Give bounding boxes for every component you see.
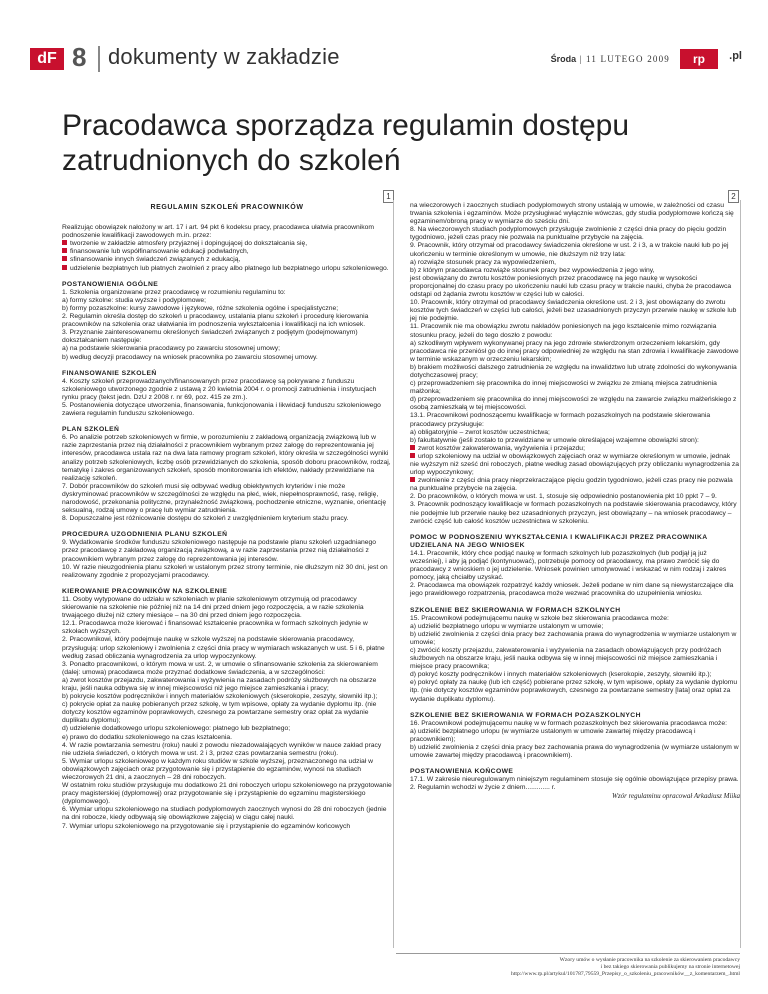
paragraph: b) pokrycie kosztów podręczników i innych materiałów szkoleniowych (skserokopie, zeszyty, słowniki itp.); [62,693,378,701]
section-title: dokumenty w zakładzie [108,44,340,69]
paragraph: 3. Pracownik podnoszący kwalifikacje w formach pozaszkolnych na podstawie skierowania pracodawcy, który nie podejmie lub przerwie naukę bez uzasadnionych przyczyn, jest obowiązany – na wniosek pracodawcy – zwrócić część lub całość kosztów uczestnictwa w szkoleniu. [410,501,737,525]
paragraph: Realizując obowiązek nałożony w art. 17 i art. 94 pkt 6 kodeksu pracy, pracodawca ułatwia pracownikom podnoszenie kwalifikacji zawodowych m.in. przez: [62,224,375,240]
paragraph: 6. Po analizie potrzeb szkoleniowych w firmie, w porozumieniu z zakładową organizacją związkową lub w razie zaprzestania przez nią działalności z pracownikiem wybranym przez załogę do reprezentowania jej interesów, pracodawca ustala raz na dwa lata ramowy program szkoleń, który określa w szczególności wyniki analizy potrzeb szkoleniowych, liczbę osób przewidzianych do szkolenia, sposób doboru pracowników, rodzaj, tematykę i zakres organizowanych szkoleń, sposób monitorowania ich efektów, nakłady przewidziane na realizację szkoleń. [62,434,391,482]
paragraph: a) formy szkolne: studia wyższe i podyplomowe; [62,296,207,304]
column-rule-1 [393,200,394,948]
rp-logo: rp [680,49,718,69]
section-heading: POSTANOWIENIA KOŃCOWE [410,768,514,776]
paragraph: 16. Pracownikowi podejmującemu naukę w w formach pozaszkolnych bez skierowania pracodawca może: [410,719,728,727]
paragraph: 13.1. Pracownikowi podnoszącemu kwalifikacje w formach pozaszkolnych na podstawie skierowania pracodawcy przysługuje: [410,412,711,428]
rp-logo-suffix: .pl [729,50,742,62]
bullet-text: udzielenie bezpłatnych lub płatnych zwolnień z pracy albo płatnego lub bezpłatnego urlopu szkoleniowego. [70,264,389,272]
bullet-text: tworzenie w zakładzie atmosfery przyjaznej i dopingującej do dokształcania się, [70,240,308,248]
bullet-item [410,477,740,493]
bullet-item [410,453,740,477]
masthead [30,38,742,74]
paragraph: b) fakultatywnie (jeśli zostało to przewidziane w umowie określającej wzajemne obowiązki stron): [410,436,699,444]
paragraph: a) zwrot kosztów przejazdu, zakwaterowania i wyżywienia na zasadach podróży służbowych na obszarze kraju, jeśli nauka odbywa się w innej miejscowości niż jego miejsce zamieszkania i pracy; [62,676,377,692]
footer-line-2: i bez takiego skierowania publikujemy na stronie internetowej [600,964,740,970]
bullet-text: finansowanie lub współfinansowanie edukacji podwładnych, [70,248,249,256]
paragraph: 6. Wymiar urlopu szkoleniowego na studiach podyplomowych zaocznych wynosi do 28 dni roboczych (jednie na dni robocze, kiedy odbywają się obowiązkowe zajęcia) w ciągu całej nauki. [62,806,387,822]
page-number: 8 [72,42,87,72]
paragraph: 10. Pracownik, który otrzymał od pracodawcy świadczenia określone ust. 2 i 3, jest obowiązany do zwrotu kosztów tych świadczeń w części lub całości, jeżeli bez uzasadnionych przyczyn przerwie naukę w szkole lub jej nie podejmie. [410,299,737,323]
paragraph: 2. Pracownikowi, który podejmuje naukę w szkole wyższej na podstawie skierowania pracodawcy, przysługują: urlop szkoleniowy i zwolnienia z części dnia pracy w wymiarach wskazanych w ust. 5 i 6, płatne według zasad obliczania wynagrodzenia za urlop wypoczynkowy. [62,636,385,660]
paragraph: W ostatnim roku studiów przysługuje mu dodatkowo 21 dni roboczych urlopu szkoleniowego na przygotowanie pracy magisterskiej (dyplomowej) oraz przygotowanie się i przystąpienie do egzaminu magisterskiego (dyplomowego). [62,782,392,806]
paragraph: a) obligatoryjnie – zwrot kosztów uczestnictwa; [410,428,550,436]
bullet-item [62,265,392,273]
column-right [410,202,740,801]
paragraph: b) brakiem możliwości dalszego zatrudnienia ze względu na inwalidztwo lub utratę zdolności do wykonywania dotychczasowej pracy; [410,363,737,379]
section-heading: FINANSOWANIE SZKOLEŃ [62,369,157,377]
bullet-item [410,445,740,453]
df-logo: dF [30,48,64,70]
paragraph: b) z którym pracodawca rozwiąże stosunek pracy bez wypowiedzenia z jego winy, [410,266,655,274]
paragraph: d) udzielenie dodatkowego urlopu szkoleniowego: płatnego lub bezpłatnego; [62,725,291,733]
section-heading: PLAN SZKOLEŃ [62,426,120,434]
paragraph: 1. Szkolenia organizowane przez pracodawcę w rozumieniu regulaminu to: [62,288,286,296]
section-heading: SZKOLENIE BEZ SKIEROWANIA W FORMACH SZKOLNYCH [410,606,621,614]
column-number-1: 1 [383,190,394,203]
issue-date-sep: | [579,54,587,64]
headline: Pracodawca sporządza regulamin dostępu zatrudnionych do szkoleń [62,109,629,177]
paragraph: 4. Koszty szkoleń przeprowadzanych/finansowanych przez pracodawcę są pokrywane z funduszu szkoleniowego utworzonego zgodnie z ustawą z 20 kwietnia 2004 r. o promocji zatrudnienia i instytucjach rynku pracy (tekst jedn. DzU z 2008 r. nr 69, poz. 415 ze zm.). [62,377,377,401]
footer-note [396,953,740,978]
issue-date-value: 11 LUTEGO 2009 [586,54,670,64]
paragraph: a) udzielić bezpłatnego urlopu w wymiarze ustalonym w umowie; [410,622,604,630]
masthead-divider [98,46,100,72]
bullet-square-icon [410,445,415,450]
paragraph: jest obowiązany do zwrotu kosztów poniesionych przez pracodawcę na jego naukę w wysokości proporcjonalnej do czasu pracy po ukończeniu nauki lub czasu pracy w trakcie nauki, chyba że pracodawca odstąpi od żądania zwrotu kosztów w części lub w całości. [410,274,732,299]
paragraph: 3. Ponadto pracownikowi, o którym mowa w ust. 2, w umowie o sfinansowanie szkolenia za skierowaniem (dalej: umowa) pracodawca może przyznać dodatkowe świadczenia, a w szczególności: [62,660,378,676]
bullet-text: zwrot kosztów zakwaterowania, wyżywienia i przejazdu; [418,444,585,452]
paragraph: 5. Wymiar urlopu szkoleniowego w każdym roku studiów w szkole wyższej, przeznaczonego na udział w obowiązkowych zajęciach oraz przygotowanie się i przystąpienie do egzaminów, wynosi na studiach wieczorowych 21 dni, a zaocznych – 28 dni roboczych. [62,757,373,781]
paragraph: 10. W razie nieuzgodnienia planu szkoleń w ustalonym przez strony terminie, nie dłuższym niż 30 dni, jest on realizowany zgodnie z propozycjami pracodawcy. [62,563,388,579]
section-heading: POSTANOWIENIA OGÓLNE [62,280,159,288]
paragraph: b) według decyzji pracodawcy na wniosek pracownika po zawarciu stosownej umowy. [62,353,318,361]
paragraph: 3. Przyznanie zainteresowanemu określonych świadczeń związanych z podjętym (podejmowanym) dokształcaniem następuje: [62,329,358,345]
paragraph: 11. Osoby wytypowane do udziału w szkoleniach w planie szkoleniowym otrzymują od pracodawcy skierowanie na szkolenie nie później niż na 14 dni przed dniem jego rozpoczęcia, a w razie szkolenia trwającego dłużej niż cztery miesiące – na 30 dni przed dniem jego rozpoczęcia. [62,595,364,620]
paragraph: d) pokryć koszty podręczników i innych materiałów szkoleniowych (kserokopie, zeszyty, słowniki itp.); [410,671,712,679]
paragraph: c) przeprowadzeniem się pracownika do innej miejscowości w związku ze zmianą miejsca zatrudnienia małżonka; [410,380,717,396]
paragraph: 8. Dopuszczalne jest różnicowanie dostępu do szkoleń z uwzględnieniem kryterium stażu pracy. [62,515,349,523]
paragraph: 7. Wymiar urlopu szkoleniowego na przygotowanie się i przystąpienie do egzaminów końcowych [62,822,351,830]
footer-line-1: Wzory umów o wysłanie pracownika na szkolenie za skierowaniem pracodawcy [559,957,740,963]
paragraph: 4. W razie powtarzania semestru (roku) nauki z powodu niezadowalających wyników w nauce zakład pracy nie udziela świadczeń, o których mowa w ust. 2 i 3, przez czas powtarzania semestru (roku). [62,741,382,757]
issue-date [551,54,670,64]
paragraph: 8. Na wieczorowych studiach podyplomowych przysługuje zwolnienie z części dnia pracy do pięciu godzin tygodniowo, jeżeli czas pracy nie pozwala na punktualne przybycie na zajęcia. [410,226,727,242]
paragraph: 12.1. Pracodawca może kierować i finansować kształcenie pracownika w formach szkolnych jedynie w szkołach wyższych. [62,620,368,636]
paragraph: 9. Wydatkowanie środków funduszu szkoleniowego następuje na podstawie planu szkoleń uzgadnianego przez pracodawcę z zakładową organizacją związkową, a w razie zaprzestania przez nią działalności z pracownikiem wybranym przez załogę do reprezentowania jej interesów. [62,539,377,563]
bullet-square-icon [62,256,67,261]
bullet-item [62,240,392,248]
paragraph: 2. Do pracowników, o których mowa w ust. 1, stosuje się odpowiednio postanowienia pkt 10 ppkt 7 – 9. [410,493,717,501]
section-heading: PROCEDURA UZGODNIENIA PLANU SZKOLEŃ [62,531,228,539]
bullet-text: zwolnienie z części dnia pracy nieprzekraczające pięciu godzin tygodniowo, jeżeli czas pracy nie pozwala na punktualne przybycie na zajęcia. [410,477,733,493]
paragraph: 5. Postanowienia dotyczące utworzenia, finansowania, funkcjonowania i likwidacji funduszu szkoleniowego zawiera regulamin funduszu szkoleniowego. [62,401,381,418]
paragraph: c) zwrócić koszty przejazdu, zakwaterowania i wyżywienia na zasadach obowiązujących przy podróżach służbowych na obszarze kraju, jeśli nauka odbywa się w innej miejscowości niż miejsce zamieszkania i miejsce pracy pracownika; [410,646,722,671]
author-credit: Wzór regulaminu opracował Arkadiusz Miika [612,792,740,801]
paragraph: e) prawo do dodatku szkoleniowego na czas kształcenia. [62,733,232,741]
bullet-square-icon [62,240,67,245]
column-rule-2 [740,200,741,948]
section-heading: SZKOLENIE BEZ SKIEROWANIA W FORMACH POZASZKOLNYCH [410,711,641,719]
paragraph: e) pokryć opłaty za naukę (lub ich część) pobierane przez szkołę, w tym wpisowe, opłaty za wydanie dyplomu itp. (nie dotyczy kosztów egzaminów poprawkowych, czesnego za powtarzane semestry [lata] oraz opłat za wydanie duplikatu dyplomu). [410,679,738,703]
bullet-square-icon [410,453,415,458]
paragraph: 17.1. W zakresie nieuregulowanym niniejszym regulaminem stosuje się ogólnie obowiązujące przepisy prawa. [410,776,739,784]
paragraph: 2. Pracodawca ma obowiązek rozpatrzyć każdy wniosek. Jeżeli podane w nim dane są niewystarczające dla jego prawidłowego rozpatrzenia, pracodawca może wezwać pracownika do uzupełnienia wniosku. [410,582,734,598]
bullet-square-icon [410,477,415,482]
column-number-2: 2 [728,190,739,203]
bullet-text: urlop szkoleniowy na udział w obowiązkowych zajęciach oraz w wymiarze określonym w umowie, jednak nie wyższym niż sześć dni roboczych, płatne według zasad obowiązujących przy obliczaniu wynagrodzenia za urlop wypoczynkowy; [410,452,740,477]
issue-weekday: Środa [550,54,577,64]
paragraph: a) szkodliwym wpływem wykonywanej pracy na jego zdrowie stwierdzonym orzeczeniem lekarskim, gdy pracodawca nie przeniósł go do innej pracy odpowiedniej ze względu na stan zdrowia i kwalifikacje zawodowe w terminie wskazanym w orzeczeniu lekarskim; [410,339,739,363]
paragraph: b) formy pozaszkolne: kursy zawodowe i językowe, różne szkolenia ogólne i specjalistyczne; [62,304,339,312]
footer-url: http://www.rp.pl/artykul/101787,79559_Przepisy_o_szkoleniu_pracowników__z_komentarzem_.html [511,971,740,977]
paragraph: a) udzielić bezpłatnego urlopu (w wymiarze ustalonym w umowie zawartej między pracodawcą i pracownikiem); [410,727,696,743]
paragraph: a) na podstawie skierowania pracodawcy po zawarciu stosownej umowy; [62,345,280,353]
paragraph: 2. Regulamin wchodzi w życie z dniem............. r. [410,784,556,792]
paragraph: 7. Dobór pracowników do szkoleń musi się odbywać według obiektywnych kryteriów i nie może dyskryminować pracowników w szczególności ze względu na płeć, wiek, niepełnosprawność, rasę, religię, narodowość, przekonania polityczne, przynależność związkową, pochodzenie etniczne, wyznanie, orientację seksualną, rodzaj umowy o pracę lub wymiar zatrudnienia. [62,482,387,515]
column-left [62,202,392,831]
paragraph: b) udzielić zwolnienia z części dnia pracy bez zachowania prawa do wynagrodzenia w wymiarze ustalonym w umowie; [410,630,737,646]
bullet-square-icon [62,265,67,270]
paragraph: d) przeprowadzeniem się pracownika do innej miejscowości ze względu na zawarcie związku małżeńskiego z osobą zamieszkałą w tej miejscowości. [410,396,737,412]
paragraph: 14.1. Pracownik, który chce podjąć naukę w formach szkolnych lub pozaszkolnych (lub podjął ją już wcześniej), i aby ją podjąć (kontynuować), potrzebuje pomocy od pracodawcy, ma prawo zwrócić się do pracodawcy z wnioskiem o jej udzielenie. Wniosek powinien umotywować i wskazać w nim rodzaj i zakres pomocy, jaką chciałby uzyskać. [410,549,727,582]
paragraph: na wieczorowych i zaocznych studiach podyplomowych strony ustalają w umowie, w zależności od czasu trwania szkolenia i egzaminów. Może przysługiwać wyłącznie wówczas, gdy studia podyplomowe kończą się egzaminem/obroną pracy w wymiarze do sześciu dni. [410,202,734,226]
paragraph: 15. Pracownikowi podejmującemu naukę w szkole bez skierowania pracodawca może: [410,614,669,622]
bullet-text: sfinansowanie innych świadczeń związanych z edukacją, [70,256,241,264]
paragraph: a) rozwiąże stosunek pracy za wypowiedzeniem, [410,258,556,266]
paragraph: 11. Pracownik nie ma obowiązku zwrotu nakładów poniesionych na jego kształcenie mimo rozwiązania stosunku pracy, jeżeli do tego doszło z powodu: [410,323,717,339]
bullet-item [62,248,392,256]
section-heading: POMOC W PODNOSZENIU WYKSZTAŁCENIA I KWALIFIKACJI PRZEZ PRACOWNIKA UDZIELANA NA JEGO WNIOSEK [410,533,708,549]
paragraph: 9. Pracownik, który otrzymał od pracodawcy świadczenia określone w ust. 2 i 3, a w trakcie nauki lub po jej ukończeniu w terminie określonym w umowie, nie dłuższym niż trzy lata: [410,242,729,258]
regulation-title: REGULAMIN SZKOLEŃ PRACOWNIKÓW [150,204,304,211]
paragraph: c) pokrycie opłat za naukę pobieranych przez szkołę, w tym wpisowe, opłaty za wydanie dyplomu itp. (nie dotyczy kosztów egzaminów poprawkowych, czesnego za powtarzane semestry oraz opłat za wydanie duplikatu dyplomu); [62,701,377,725]
bullet-item [62,256,392,264]
section-heading: KIEROWANIE PRACOWNIKÓW NA SZKOLENIE [62,587,228,595]
bullet-square-icon [62,248,67,253]
paragraph: 2. Regulamin określa dostęp do szkoleń u pracodawcy, ustalania planu szkoleń i procedurę kierowania pracowników na szkolenia oraz ułatwiania im podnoszenia wykształcenia i kwalifikacji na ich wniosek. [62,313,369,329]
paragraph: b) udzielić zwolnienia z części dnia pracy bez zachowania prawa do wynagrodzenia (w wymiarze ustalonym w umowie zawartej między pracodawcą i pracownikiem). [410,744,739,760]
